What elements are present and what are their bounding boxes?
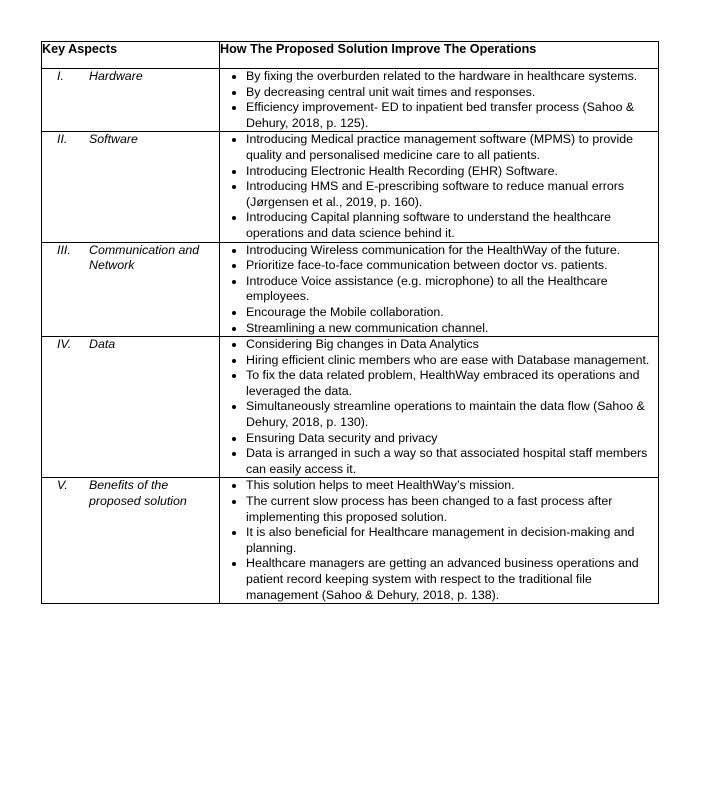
table-row	[42, 478, 659, 604]
aspect-number: I.	[57, 69, 64, 83]
bullet-item: • Ensuring Data security and privacy	[246, 431, 658, 447]
table-row	[42, 132, 659, 242]
bullet-item: • Introducing Wireless communication for the HealthWay of the future.	[246, 243, 658, 259]
bullet-item: • Introduce Voice assistance (e.g. microphone) to all the Healthcare employees.	[246, 274, 658, 305]
bullet-item: • Introducing Medical practice management software (MPMS) to provide quality and personalised medicine care to all patients.	[246, 132, 658, 163]
bullet-list	[220, 337, 658, 477]
bullet-item: • Considering Big changes in Data Analytics	[246, 337, 658, 353]
header-row	[42, 42, 659, 69]
points-cell	[220, 478, 659, 604]
table-row	[42, 337, 659, 478]
bullet-item: • To fix the data related problem, HealthWay embraced its operations and leveraged the data.	[246, 368, 658, 399]
aspect-number: III.	[57, 242, 71, 257]
aspect-label: Data	[89, 337, 116, 352]
bullet-item: • Data is arranged in such a way so that associated hospital staff members can easily access it.	[246, 446, 658, 477]
bullet-item: • Efficiency improvement- ED to inpatient bed transfer process (Sahoo & Dehury, 2018, p. 125).	[246, 100, 658, 131]
bullet-item: • By decreasing central unit wait times and responses.	[246, 85, 658, 101]
points-cell	[220, 337, 659, 478]
table-row	[42, 69, 659, 132]
bullet-item: • By fixing the overburden related to the hardware in healthcare systems.	[246, 69, 658, 85]
bullet-item: • Introducing Electronic Health Recording (EHR) Software.	[246, 164, 658, 180]
bullet-item: • The current slow process has been changed to a fast process after implementing this proposed solution.	[246, 494, 658, 525]
aspect-label: Software	[89, 132, 138, 147]
header-proposed-solution: How The Proposed Solution Improve The Operations	[220, 42, 659, 69]
aspect-cell	[42, 242, 220, 337]
aspect-cell	[42, 337, 220, 478]
bullet-item: • Introducing Capital planning software to understand the healthcare operations and data science behind it.	[246, 210, 658, 241]
bullet-item: • Simultaneously streamline operations to maintain the data flow (Sahoo & Dehury, 2018, p. 130).	[246, 399, 658, 430]
points-cell	[220, 242, 659, 337]
points-cell	[220, 69, 659, 132]
bullet-item: • Streamlining a new communication channel.	[246, 321, 658, 337]
bullet-item: • It is also beneficial for Healthcare management in decision-making and planning.	[246, 525, 658, 556]
aspect-cell	[42, 132, 220, 242]
aspect-cell	[42, 478, 220, 604]
bullet-list	[220, 69, 658, 131]
bullet-item: • Hiring efficient clinic members who are ease with Database management.	[246, 353, 658, 369]
aspect-label: Communication and Network	[89, 242, 200, 273]
table-body	[42, 69, 659, 604]
bullet-list	[220, 478, 658, 603]
aspect-number: V.	[57, 478, 68, 493]
aspect-number: IV.	[57, 337, 72, 352]
aspects-table	[41, 41, 659, 604]
bullet-list	[220, 243, 658, 337]
aspect-label: Hardware	[89, 69, 143, 83]
bullet-item: • Encourage the Mobile collaboration.	[246, 305, 658, 321]
aspect-label: Benefits of the proposed solution	[89, 478, 187, 509]
table-row	[42, 242, 659, 337]
points-cell	[220, 132, 659, 242]
bullet-item: • Healthcare managers are getting an advanced business operations and patient record keeping system with respect to the traditional file management (Sahoo & Dehury, 2018, p. 138).	[246, 556, 658, 603]
header-key-aspects: Key Aspects	[42, 42, 220, 69]
bullet-list	[220, 132, 658, 241]
bullet-item: • Prioritize face-to-face communication between doctor vs. patients.	[246, 258, 658, 274]
aspect-number: II.	[57, 132, 68, 147]
bullet-item: • This solution helps to meet HealthWay’s mission.	[246, 478, 658, 494]
aspect-cell	[42, 69, 220, 132]
bullet-item: • Introducing HMS and E-prescribing software to reduce manual errors (Jørgensen et al., 2019, p. 160).	[246, 179, 658, 210]
